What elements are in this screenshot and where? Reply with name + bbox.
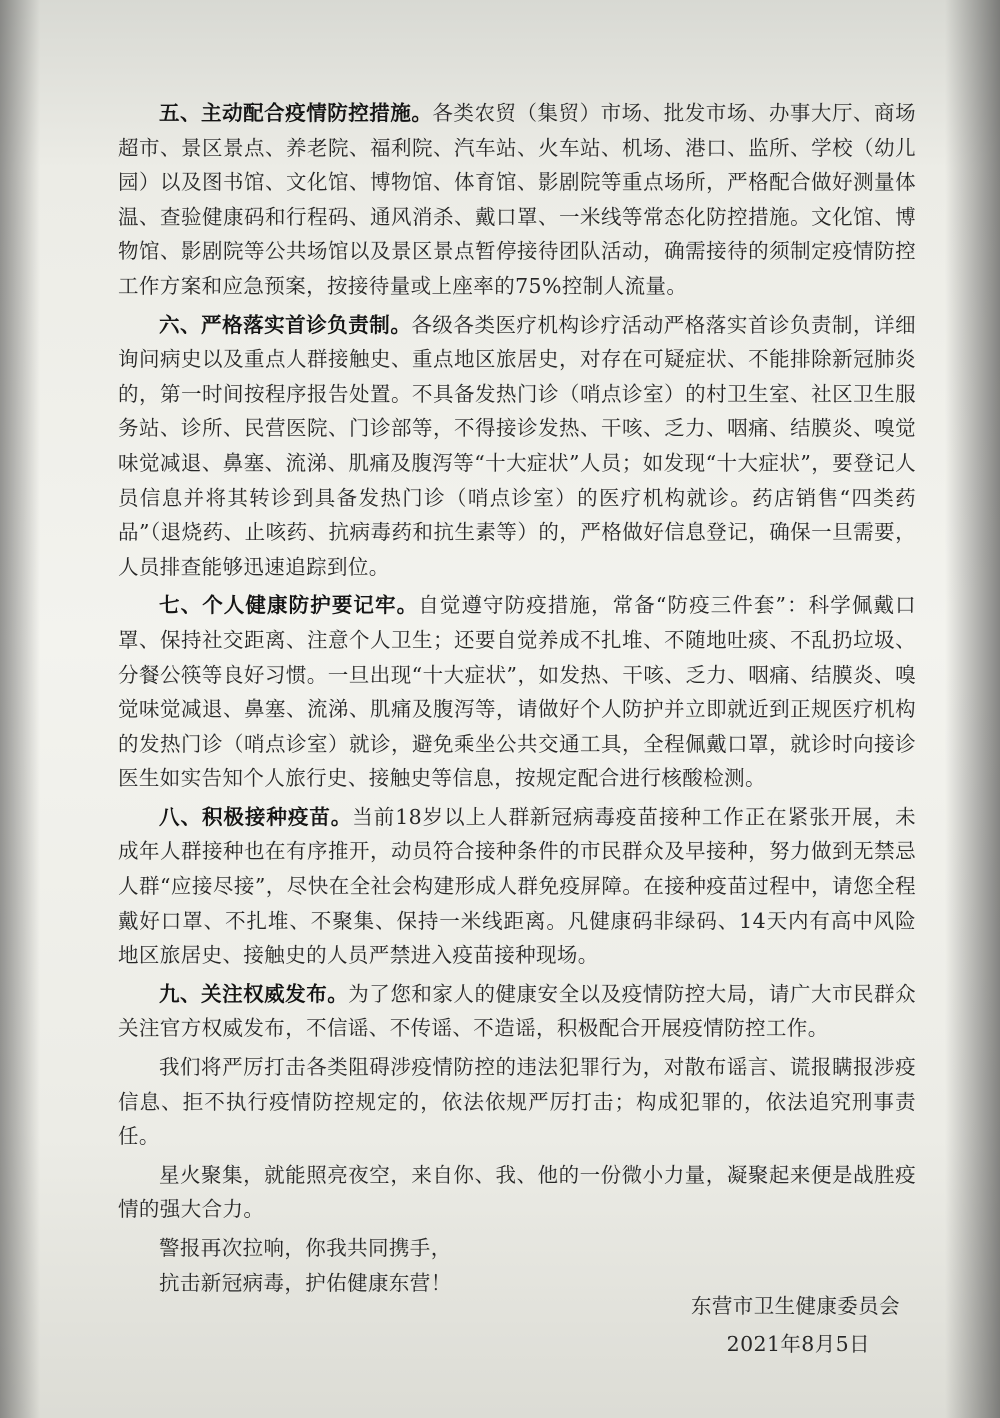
section-5-heading: 五、主动配合疫情防控措施。 [159,101,433,125]
slogan-line-2: 抗击新冠病毒，护佑健康东营！ [159,1270,452,1295]
signature-date: 2021年8月5日 [726,1332,870,1356]
paragraph-crackdown: 我们将严厉打击各类阻碍涉疫情防控的违法犯罪行为，对散布谣言、谎报瞒报涉疫信息、拒不执行疫情防控规定的，依法依规严厉打击；构成犯罪的，依法追究刑事责任。 [118,1055,916,1149]
section-6 [118,308,916,585]
section-6-body: 各级各类医疗机构诊疗活动严格落实首诊负责制，详细询问病史以及重点人群接触史、重点地区旅居史，对存在可疑症状、不能排除新冠肺炎的，第一时间按程序报告处置。不具备发热门诊（哨点诊室）的村卫生室、社区卫生服务站、诊所、民营医院、门诊部等，不得接诊发热、干咳、乏力、咽痛、结膜炎、嗅觉味觉减退、鼻塞、流涕、肌痛及腹泻等“十大症状”人员；如发现“十大症状”，要登记人员信息并将其转诊到具备发热门诊（哨点诊室）的医疗机构就诊。药店销售“四类药品”（退烧药、止咳药、抗病毒药和抗生素等）的，严格做好信息登记，确保一旦需要，人员排查能够迅速追踪到位。 [118,312,916,579]
section-8-heading: 八、积极接种疫苗。 [159,804,353,829]
slogan-line-1: 警报再次拉响，你我共同携手， [159,1236,452,1260]
signature-block [691,1287,900,1363]
section-7 [118,588,916,796]
section-7-body: 自觉遵守防疫措施，常备“防疫三件套”：科学佩戴口罩、保持社交距离、注意个人卫生；还要自觉养成不扎堆、不随地吐痰、不乱扔垃圾、分餐公筷等良好习惯。一旦出现“十大症状”，如发热、干咳、乏力、咽痛、结膜炎、嗅觉味觉减退、鼻塞、流涕、肌痛及腹泻等，请做好个人防护并立即就近到正规医疗机构的发热门诊（哨点诊室）就诊，避免乘坐公共交通工具，全程佩戴口罩，就诊时向接诊医生如实告知个人旅行史、接触史等信息，按规定配合进行核酸检测。 [118,593,916,791]
section-7-heading: 七、个人健康防护要记牢。 [159,593,419,618]
section-9-heading: 九、关注权威发布。 [159,981,349,1006]
document-body [118,96,916,1300]
section-8-body: 当前18岁以上人群新冠病毒疫苗接种工作正在紧张开展，未成年人群接种也在有序推开，动员符合接种条件的市民群众及早接种，努力做到无禁忌人群“应接尽接”，尽快在全社会构建形成人群免疫屏障。在接种疫苗过程中，请您全程戴好口罩、不扎堆、不聚集、保持一米线距离。凡健康码非绿码、14天内有高中风险地区旅居史、接触史的人员严禁进入疫苗接种现场。 [118,804,916,968]
section-5 [118,96,916,304]
section-6-heading: 六、严格落实首诊负责制。 [159,312,412,337]
section-9 [118,977,916,1046]
section-5-body: 各类农贸（集贸）市场、批发市场、办事大厅、商场超市、景区景点、养老院、福利院、汽车站、火车站、机场、港口、监所、学校（幼儿园）以及图书馆、文化馆、博物馆、体育馆、影剧院等重点场所，严格配合做好测量体温、查验健康码和行程码、通风消杀、戴口罩、一米线等常态化防控措施。文化馆、博物馆、影剧院等公共场馆以及景区景点暂停接待团队活动，确需接待的须制定疫情防控工作方案和应急预案，按接待量或上座率的75%控制人流量。 [118,101,916,298]
paragraph-closing: 星火聚集，就能照亮夜空，来自你、我、他的一份微小力量，凝聚起来便是战胜疫情的强大合力。 [118,1162,916,1222]
section-9-body: 为了您和家人的健康安全以及疫情防控大局，请广大市民群众关注官方权威发布，不信谣、不传谣、不造谣，积极配合开展疫情防控工作。 [118,981,916,1041]
section-8 [118,800,916,973]
signature-org: 东营市卫生健康委员会 [691,1294,900,1318]
